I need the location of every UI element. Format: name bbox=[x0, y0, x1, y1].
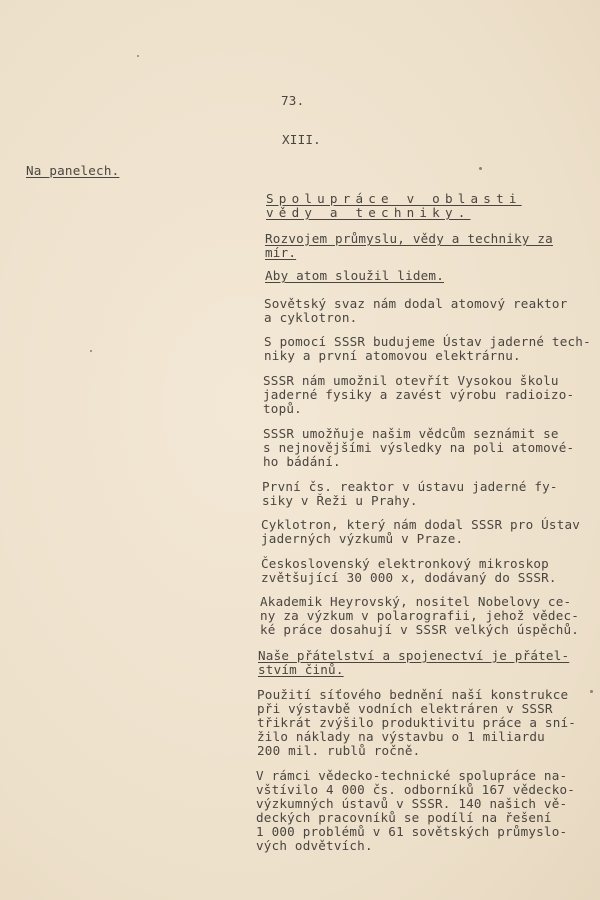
paragraph-line: Použití síťového bednění naší konstrukce bbox=[257, 687, 569, 702]
section-heading-friendship-line-1: Naše přátelství a spojenectví je přátel- bbox=[258, 648, 570, 663]
paragraph-line: ho bádání. bbox=[263, 454, 341, 469]
paragraph-line: při výstavbě vodních elektráren v SSSR bbox=[257, 701, 553, 716]
paragraph-line: vštívilo 4 000 čs. odborníků 167 vědecko- bbox=[256, 782, 576, 797]
paragraph-line: ké práce dosahují v SSSR velkých úspěchů. bbox=[260, 622, 580, 637]
paragraph-line: Sovětský svaz nám dodal atomový reaktor bbox=[264, 296, 568, 311]
paragraph-line: První čs. reaktor v ústavu jaderné fy- bbox=[262, 479, 558, 494]
paragraph-line: V rámci vědecko-technické spolupráce na- bbox=[256, 768, 568, 783]
paragraph-line: výzkumných ústavů v SSSR. 140 našich vě- bbox=[256, 796, 568, 811]
paragraph-line: ny za výzkum v polarografii, jehož vědec- bbox=[260, 608, 580, 623]
paragraph-line: žilo náklady na výstavbu o 1 miliardu bbox=[257, 729, 545, 744]
paragraph-line: jaderné fysiky a zavést výrobu radioizo- bbox=[263, 387, 575, 402]
section-heading-friendship-line-2: stvím činů. bbox=[258, 662, 344, 677]
section-heading-atom: Aby atom sloužil lidem. bbox=[265, 268, 444, 283]
paragraph-line: jaderných výzkumů v Praze. bbox=[261, 531, 464, 546]
title-line-1: Spolupráce v oblasti bbox=[266, 191, 522, 206]
paragraph-line: 200 mil. rublů ročně. bbox=[257, 743, 421, 758]
paragraph-line: niky a první atomovou elektrárnu. bbox=[264, 348, 521, 363]
paragraph-line: Akademik Heyrovský, nositel Nobelovy ce- bbox=[260, 594, 572, 609]
paragraph-line: Československý elektronkový mikroskop bbox=[261, 556, 549, 571]
paragraph-line: Cyklotron, který nám dodal SSSR pro Ústav bbox=[261, 517, 581, 532]
paper-speck bbox=[590, 690, 593, 693]
paragraph-line: vých odvětvích. bbox=[256, 838, 373, 853]
paragraph-line: třikrát zvýšilo produktivitu práce a sní- bbox=[257, 715, 577, 730]
side-note: Na panelech. bbox=[26, 163, 120, 178]
title-line-2: vědy a techniky. bbox=[266, 205, 471, 220]
paper-speck bbox=[479, 167, 482, 170]
paragraph-line: 1 000 problémů v 61 sovětských průmyslo- bbox=[256, 824, 568, 839]
paragraph-line: topů. bbox=[263, 401, 302, 416]
paper-speck bbox=[90, 350, 92, 352]
subtitle-line-1: Rozvojem průmyslu, vědy a techniky za bbox=[265, 231, 553, 246]
paper-speck bbox=[137, 55, 139, 57]
page-number: 73. bbox=[281, 93, 305, 108]
paragraph-line: a cyklotron. bbox=[264, 310, 358, 325]
paragraph-line: zvětšující 30 000 x, dodávaný do SSSR. bbox=[261, 570, 557, 585]
paragraph-line: siky v Řeži u Prahy. bbox=[262, 493, 418, 508]
paragraph-line: s nejnovějšími výsledky na poli atomové- bbox=[263, 440, 575, 455]
subtitle-line-2: mír. bbox=[265, 245, 297, 260]
paragraph-line: S pomocí SSSR budujeme Ústav jaderné tech- bbox=[264, 334, 591, 349]
chapter-number: XIII. bbox=[282, 132, 321, 147]
paragraph-line: SSSR umožňuje našim vědcům seznámit se bbox=[263, 426, 559, 441]
paragraph-line: deckých pracovníků se podílí na řešení bbox=[256, 810, 552, 825]
paragraph-line: SSSR nám umožnil otevřít Vysokou školu bbox=[263, 373, 559, 388]
